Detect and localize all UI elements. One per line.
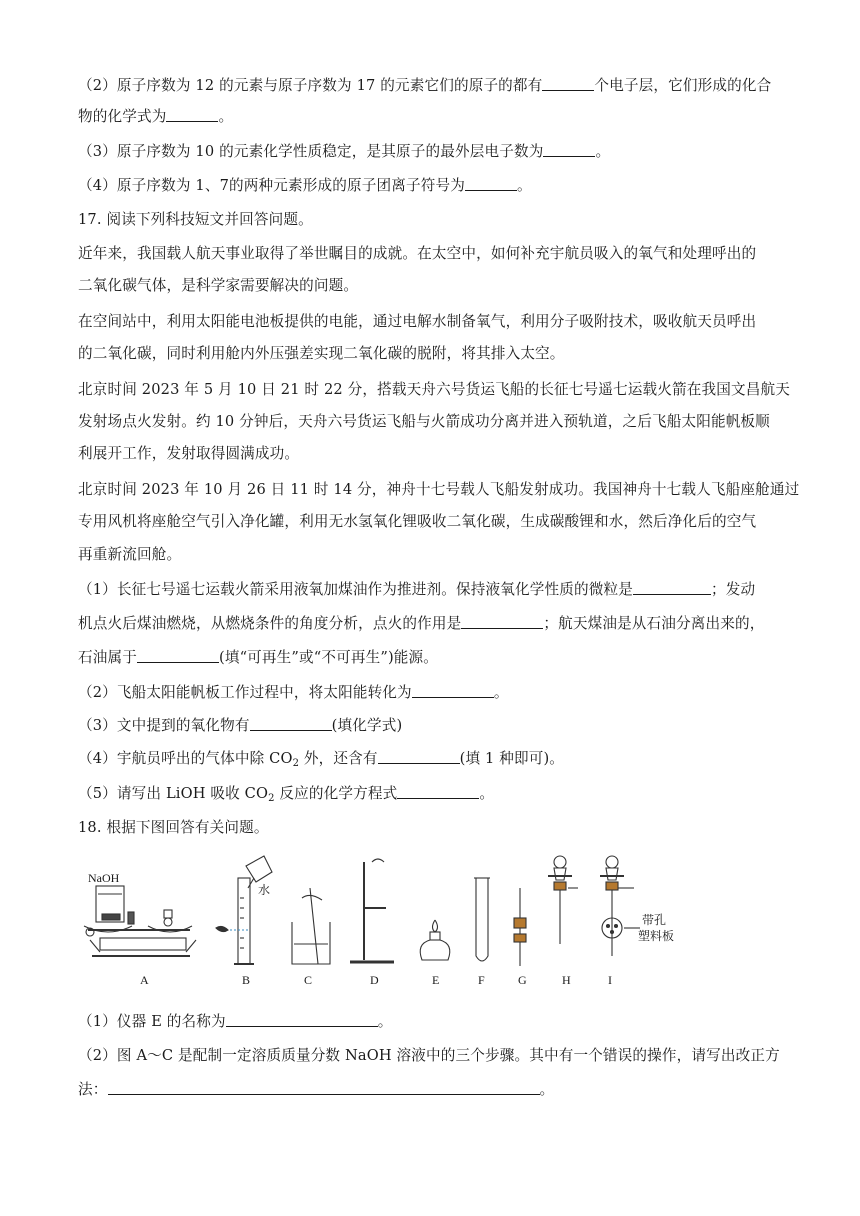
label-A: A — [140, 973, 149, 987]
answer-blank[interactable] — [542, 76, 594, 91]
q17-para2-line1: 在空间站中，利用太阳能电池板提供的电能，通过电解水制备氧气，利用分子吸附技术，吸收航天员呼出 — [78, 313, 757, 330]
q17-q1-line3: 石油属于 (填“可再生”或“不可再生”)能源。 — [78, 649, 439, 666]
q17-para4-line3: 再重新流回舱。 — [78, 546, 182, 563]
q17-para3-line2: 发射场点火发射。约 10 分钟后，天舟六号货运飞船与火箭成功分离并进入预轨道，之后飞船太阳能帆板顺 — [78, 413, 770, 430]
q17-para1-line1: 近年来，我国载人航天事业取得了举世瞩目的成就。在太空中，如何补充宇航员吸入的氧气和处理呼出的 — [78, 245, 757, 262]
measuring-cylinder-with-beaker — [216, 856, 272, 964]
alcohol-lamp — [420, 920, 450, 960]
q18-q1: （1）仪器 E 的名称为 。 — [78, 1013, 393, 1030]
label-perforated: 带孔 — [642, 913, 667, 927]
separatory-funnel — [548, 856, 578, 944]
answer-blank[interactable] — [633, 580, 711, 595]
q17-para3-line1: 北京时间 2023 年 5 月 10 日 21 时 22 分，搭载天舟六号货运飞船的长征七号遥七运载火箭在我国文昌航天 — [78, 381, 790, 398]
answer-blank[interactable] — [250, 716, 332, 731]
answer-blank[interactable] — [412, 683, 494, 698]
label-E: E — [432, 973, 440, 987]
q17-para4-line1: 北京时间 2023 年 10 月 26 日 11 时 14 分，神舟十七号载人飞船发射成功。我国神舟十七载人飞船座舱通过 — [78, 481, 800, 498]
answer-blank[interactable] — [543, 142, 595, 157]
answer-blank[interactable] — [226, 1012, 378, 1027]
label-F: F — [478, 973, 485, 987]
q16-part4: （4）原子序数为 1、7的两种元素形成的原子团离子符号为 。 — [78, 177, 532, 194]
q17-para3-line3: 利展开工作，发射取得圆满成功。 — [78, 445, 300, 462]
q16-part3: （3）原子序数为 10 的元素化学性质稳定，是其原子的最外层电子数为 。 — [78, 143, 611, 160]
q17-q4: （4）宇航员呼出的气体中除 $CO_2$ 外，还含有 (填 1 种即可)。 — [78, 750, 565, 769]
q17-title: 17. 阅读下列科技短文并回答问题。 — [78, 211, 313, 228]
answer-blank[interactable] — [465, 176, 517, 191]
answer-blank[interactable] — [166, 107, 218, 122]
q18-q2-line2: 法： 。 — [78, 1081, 555, 1098]
lab-apparatus-figure — [78, 848, 688, 998]
answer-blank[interactable] — [137, 648, 219, 663]
perforated-plate-apparatus — [600, 856, 640, 956]
q16-part2-line1: （2）原子序数为 12 的元素与原子序数为 17 的元素它们的原子的都有 个电子层，它们形成的化合 — [78, 77, 772, 94]
balance-with-beaker — [84, 886, 196, 956]
q17-q1-line1: （1）长征七号遥七运载火箭采用液氧加煤油作为推进剂。保持液氧化学性质的微粒是 ；发动 — [78, 581, 756, 598]
q17-q2: （2）飞船太阳能帆板工作过程中，将太阳能转化为 。 — [78, 684, 509, 701]
q17-para2-line2: 的二氧化碳，同时利用舱内外压强差实现二氧化碳的脱附，将其排入太空。 — [78, 345, 565, 362]
q18-title: 18. 根据下图回答有关问题。 — [78, 819, 269, 836]
label-I: I — [608, 973, 612, 987]
q17-q3: （3）文中提到的氧化物有 (填化学式) — [78, 717, 403, 734]
iron-stand — [350, 859, 394, 962]
q17-para1-line2: 二氧化碳气体，是科学家需要解决的问题。 — [78, 277, 359, 294]
label-plastic-plate: 塑料板 — [638, 929, 675, 943]
test-tube — [474, 878, 490, 961]
q17-q5: （5）请写出 LiOH 吸收 $CO_2$ 反应的化学方程式 。 — [78, 785, 495, 804]
label-naoh: NaOH — [88, 871, 120, 885]
answer-blank[interactable] — [461, 614, 543, 629]
q17-q1-line2: 机点火后煤油燃烧，从燃烧条件的角度分析，点火的作用是 ；航天煤油是从石油分离出来的， — [78, 615, 765, 632]
answer-blank[interactable] — [378, 749, 460, 764]
rubber-stopper-tube — [514, 888, 526, 966]
label-C: C — [304, 973, 313, 987]
label-water: 水 — [258, 883, 271, 897]
beaker-with-glass-rod — [292, 888, 330, 964]
q18-q2-line1: （2）图 A～C 是配制一定溶质质量分数 NaOH 溶液中的三个步骤。其中有一个错误的操作，请写出改正方 — [78, 1047, 780, 1064]
q17-para4-line2: 专用风机将座舱空气引入净化罐，利用无水氢氧化锂吸收二氧化碳，生成碳酸锂和水，然后净化后的空气 — [78, 513, 757, 530]
q16-part2-line2: 物的化学式为 。 — [78, 108, 234, 125]
label-D: D — [370, 973, 379, 987]
answer-blank[interactable] — [108, 1080, 540, 1095]
label-H: H — [562, 973, 571, 987]
label-G: G — [518, 973, 527, 987]
answer-blank[interactable] — [397, 784, 479, 799]
label-B: B — [242, 973, 251, 987]
